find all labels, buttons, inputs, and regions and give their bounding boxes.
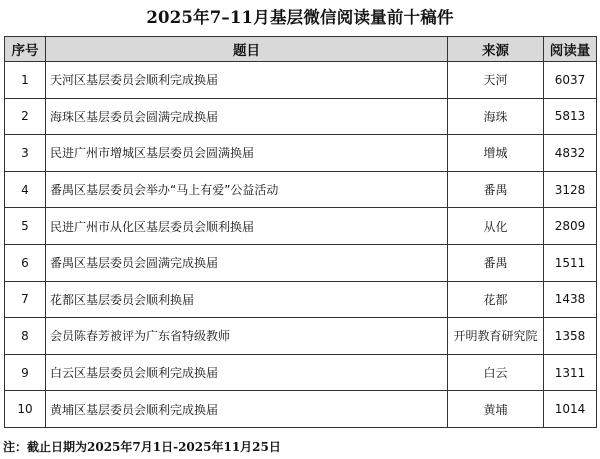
- cell-source: 海珠: [448, 98, 544, 135]
- cell-index: 8: [5, 318, 46, 355]
- table-row: [5, 208, 597, 245]
- cell-index: 5: [5, 208, 46, 245]
- cell-index: 2: [5, 98, 46, 135]
- table-row: [5, 318, 597, 355]
- cell-title: 民进广州市增城区基层委员会圆满换届: [46, 135, 448, 172]
- cell-reads: 1014: [544, 391, 597, 428]
- table-row: [5, 171, 597, 208]
- cell-reads: 5813: [544, 98, 597, 135]
- top-articles-table: [4, 36, 597, 428]
- cell-index: 4: [5, 171, 46, 208]
- cell-source: 黄埔: [448, 391, 544, 428]
- cell-title: 黄埔区基层委员会顺利完成换届: [46, 391, 448, 428]
- table-row: [5, 98, 597, 135]
- cell-title: 白云区基层委员会顺利完成换届: [46, 354, 448, 391]
- cell-source: 开明教育研究院: [448, 318, 544, 355]
- cell-reads: 2809: [544, 208, 597, 245]
- cell-source: 从化: [448, 208, 544, 245]
- cell-reads: 1511: [544, 244, 597, 281]
- cell-index: 6: [5, 244, 46, 281]
- header-source: 来源: [448, 37, 544, 62]
- footnote: 注：截止日期为2025年7月1日-2025年11月25日: [3, 440, 281, 454]
- document-title: 2025年7–11月基层微信阅读量前十稿件: [146, 8, 454, 27]
- header-reads: 阅读量: [544, 37, 597, 62]
- cell-reads: 1311: [544, 354, 597, 391]
- cell-source: 番禺: [448, 171, 544, 208]
- header-index: 序号: [5, 37, 46, 62]
- cell-index: 10: [5, 391, 46, 428]
- cell-reads: 6037: [544, 62, 597, 99]
- cell-reads: 4832: [544, 135, 597, 172]
- cell-title: 海珠区基层委员会圆满完成换届: [46, 98, 448, 135]
- cell-index: 1: [5, 62, 46, 99]
- cell-index: 3: [5, 135, 46, 172]
- cell-index: 9: [5, 354, 46, 391]
- cell-source: 花都: [448, 281, 544, 318]
- cell-title: 会员陈春芳被评为广东省特级教师: [46, 318, 448, 355]
- cell-title: 民进广州市从化区基层委员会顺利换届: [46, 208, 448, 245]
- cell-reads: 1438: [544, 281, 597, 318]
- table-row: [5, 354, 597, 391]
- cell-title: 天河区基层委员会顺利完成换届: [46, 62, 448, 99]
- cell-source: 白云: [448, 354, 544, 391]
- cell-reads: 3128: [544, 171, 597, 208]
- table-row: [5, 244, 597, 281]
- cell-source: 天河: [448, 62, 544, 99]
- cell-index: 7: [5, 281, 46, 318]
- cell-title: 番禺区基层委员会举办“马上有爱”公益活动: [46, 171, 448, 208]
- cell-title: 花都区基层委员会顺利换届: [46, 281, 448, 318]
- cell-source: 番禺: [448, 244, 544, 281]
- table-row: [5, 135, 597, 172]
- table-row: [5, 62, 597, 99]
- table-header-row: [5, 37, 597, 62]
- table-row: [5, 391, 597, 428]
- table-row: [5, 281, 597, 318]
- cell-source: 增城: [448, 135, 544, 172]
- cell-reads: 1358: [544, 318, 597, 355]
- header-title: 题目: [46, 37, 448, 62]
- cell-title: 番禺区基层委员会圆满完成换届: [46, 244, 448, 281]
